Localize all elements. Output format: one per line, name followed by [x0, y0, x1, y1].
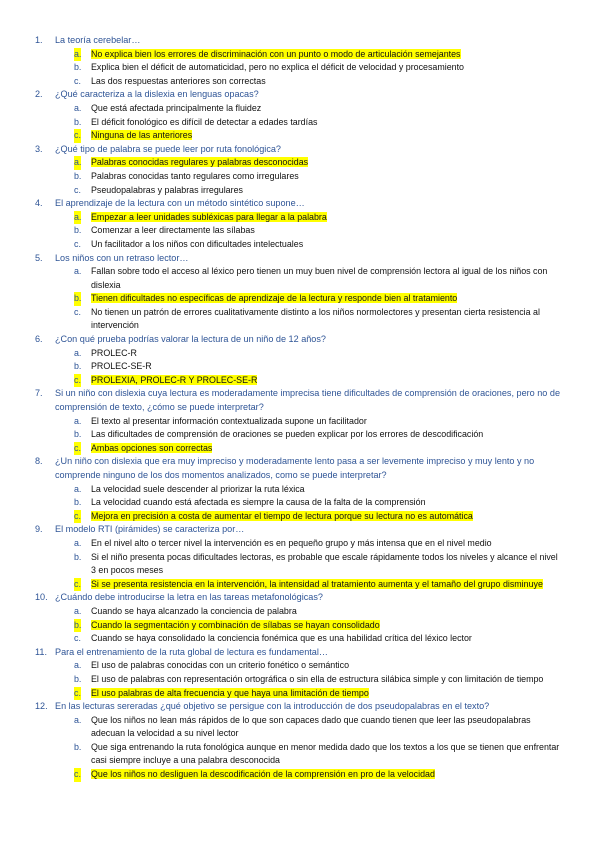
option-letter: a.	[74, 605, 82, 616]
option-letter: c.	[74, 510, 81, 524]
option-text: Las dos respuestas anteriores son correctas	[91, 75, 266, 86]
option-letter: c.	[74, 75, 81, 86]
question-text: ¿Con qué prueba podrías valorar la lectura de un niño de 12 años?	[55, 334, 326, 345]
option-text: Cuando se haya consolidado la conciencia fonémica que es una habilidad crítica del léxico lector	[91, 633, 472, 644]
option-letter: c.	[74, 633, 81, 644]
answer-option	[0, 741, 599, 768]
question-4	[0, 197, 599, 211]
answer-option-highlighted	[0, 687, 599, 701]
question-text: El aprendizaje de la lectura con un método sintético supone…	[55, 198, 305, 209]
option-letter: b.	[74, 551, 82, 562]
option-letter: a.	[74, 483, 82, 494]
option-letter: a.	[74, 48, 81, 62]
option-letter: c.	[74, 184, 81, 195]
question-number: 9.	[35, 524, 43, 535]
answer-option	[0, 170, 599, 184]
option-text: Las dificultades de comprensión de oraciones se pueden explicar por los errores de descodificación	[91, 429, 484, 440]
question-7	[0, 387, 599, 414]
question-number: 10.	[35, 592, 48, 603]
option-letter: b.	[74, 673, 82, 684]
option-letter: c.	[74, 306, 81, 317]
answer-option	[0, 360, 599, 374]
answer-option	[0, 306, 599, 333]
option-letter: b.	[74, 170, 82, 181]
option-letter: a.	[74, 211, 81, 225]
answer-option-highlighted	[0, 211, 599, 225]
answer-option	[0, 632, 599, 646]
question-10	[0, 591, 599, 605]
question-number: 2.	[35, 89, 43, 100]
question-text: ¿Un niño con dislexia que era muy impreciso y moderadamente lento pasa a ser levemente impreciso y muy lento y no comprende ninguno de los dos momentos analizados, como se puede interpretar?	[55, 456, 535, 480]
option-letter: c.	[74, 687, 81, 701]
answer-option	[0, 483, 599, 497]
option-text: En el nivel alto o tercer nivel la intervención es en pequeño grupo y más intensa que en el nivel medio	[91, 537, 492, 548]
answer-option	[0, 415, 599, 429]
option-text: Ninguna de las anteriores	[91, 130, 193, 141]
question-12	[0, 700, 599, 714]
option-letter: a.	[74, 347, 82, 358]
option-text: Que siga entrenando la ruta fonológica aunque en menor medida dado que los textos a los que se tienen que enfrentar casi siempre incluye a una palabra desconocida	[91, 741, 560, 766]
option-text: El uso de palabras conocidas con un criterio fonético o semántico	[91, 660, 350, 671]
answer-option-highlighted	[0, 768, 599, 782]
option-letter: c.	[74, 238, 81, 249]
answer-option	[0, 184, 599, 198]
answer-option	[0, 551, 599, 578]
option-text: Que los niños no lean más rápidos de lo que son capaces dado que cuando tienen que leer las pseudopalabras adecuan la velocidad a su nivel lector	[91, 714, 531, 739]
answer-option	[0, 224, 599, 238]
quiz-document	[0, 34, 599, 782]
question-text: ¿Qué caracteriza a la dislexia en lenguas opacas?	[55, 89, 259, 100]
option-text: Cuando se haya alcanzado la conciencia de palabra	[91, 605, 297, 616]
answer-option	[0, 102, 599, 116]
answer-option	[0, 347, 599, 361]
question-text: El modelo RTI (pirámides) se caracteriza por…	[55, 524, 245, 535]
question-number: 1.	[35, 35, 43, 45]
option-text: El déficit fonológico es difícil de detectar a edades tardías	[91, 116, 318, 127]
option-text: La velocidad suele descender al priorizar la ruta léxica	[91, 483, 305, 494]
answer-option	[0, 428, 599, 442]
option-letter: c.	[74, 442, 81, 456]
question-text: Los niños con un retraso lector…	[55, 252, 189, 263]
answer-option	[0, 116, 599, 130]
option-letter: b.	[74, 292, 81, 306]
answer-option-highlighted	[0, 156, 599, 170]
question-number: 6.	[35, 334, 43, 345]
option-text: Cuando la segmentación y combinación de sílabas se hayan consolidado	[91, 619, 380, 630]
option-letter: c.	[74, 768, 81, 782]
option-text: Que está afectada principalmente la fluidez	[91, 102, 262, 113]
answer-option	[0, 673, 599, 687]
answer-option	[0, 265, 599, 292]
option-text: Comenzar a leer directamente las sílabas	[91, 225, 255, 236]
option-letter: b.	[74, 741, 82, 752]
question-1	[0, 34, 599, 48]
option-letter: a.	[74, 537, 82, 548]
option-letter: a.	[74, 102, 82, 113]
answer-option	[0, 537, 599, 551]
option-text: PROLEC-R	[91, 347, 137, 358]
option-text: El uso de palabras con representación ortográfica o sin ella de estructura silábica simple y con limitación de tiempo	[91, 673, 544, 684]
option-letter: b.	[74, 62, 82, 73]
option-text: El uso palabras de alta frecuencia y que haya una limitación de tiempo	[91, 687, 369, 698]
option-text: El texto al presentar información contextualizada supone un facilitador	[91, 415, 367, 426]
option-letter: c.	[74, 129, 81, 143]
answer-option-highlighted	[0, 129, 599, 143]
option-letter: b.	[74, 361, 82, 372]
option-text: Ambas opciones son correctas	[91, 442, 213, 453]
option-letter: a.	[74, 660, 82, 671]
question-text: Para el entrenamiento de la ruta global de lectura es fundamental…	[55, 646, 328, 657]
option-letter: b.	[74, 429, 82, 440]
answer-option-highlighted	[0, 48, 599, 62]
question-6	[0, 333, 599, 347]
option-text: Si se presenta resistencia en la intervención, la intensidad al tratamiento aumenta y el tamaño del grupo disminuye	[91, 578, 543, 589]
answer-option	[0, 75, 599, 89]
question-number: 5.	[35, 252, 43, 263]
option-text: Si el niño presenta pocas dificultades lectoras, es probable que escale rápidamente todos los niveles y alcance el nivel 3 en pocos meses	[91, 551, 558, 576]
option-text: Pseudopalabras y palabras irregulares	[91, 184, 243, 195]
question-8	[0, 455, 599, 482]
answer-option	[0, 605, 599, 619]
option-text: Tienen dificultades no específicas de aprendizaje de la lectura y responde bien al tratamiento	[91, 293, 458, 304]
question-9	[0, 523, 599, 537]
answer-option-highlighted	[0, 619, 599, 633]
option-text: PROLEXIA, PROLEC-R Y PROLEC-SE-R	[91, 374, 258, 385]
option-text: Explica bien el déficit de automaticidad, pero no explica el déficit de velocidad y procesamiento	[91, 62, 464, 73]
question-5	[0, 252, 599, 266]
answer-option	[0, 659, 599, 673]
option-text: No tienen un patrón de errores cualitativamente distinto a los niños normolectores y presentan cierta resistencia al intervención	[91, 306, 540, 331]
answer-option	[0, 61, 599, 75]
option-letter: c.	[74, 578, 81, 592]
question-number: 4.	[35, 198, 43, 209]
option-text: Mejora en precisión a costa de aumentar el tiempo de lectura porque su lectura no es automática	[91, 510, 473, 521]
question-3	[0, 143, 599, 157]
option-text: Empezar a leer unidades subléxicas para llegar a la palabra	[91, 211, 327, 222]
question-2	[0, 88, 599, 102]
question-number: 8.	[35, 456, 43, 467]
option-letter: b.	[74, 225, 82, 236]
answer-option-highlighted	[0, 578, 599, 592]
question-text: ¿Cuándo debe introducirse la letra en las tareas metafonológicas?	[55, 592, 323, 603]
question-number: 12.	[35, 701, 48, 712]
answer-option-highlighted	[0, 442, 599, 456]
question-text: La teoría cerebelar…	[55, 35, 141, 45]
option-letter: b.	[74, 619, 81, 633]
option-letter: a.	[74, 156, 81, 170]
answer-option-highlighted	[0, 374, 599, 388]
option-text: Un facilitador a los niños con dificultades intelectuales	[91, 238, 304, 249]
question-text: ¿Qué tipo de palabra se puede leer por ruta fonológica?	[55, 143, 281, 154]
option-text: PROLEC-SE-R	[91, 361, 152, 372]
answer-option	[0, 714, 599, 741]
option-text: No explica bien los errores de discriminación con un punto o modo de articulación semejantes	[91, 48, 461, 59]
question-number: 11.	[35, 646, 47, 657]
answer-option	[0, 496, 599, 510]
option-letter: b.	[74, 116, 82, 127]
answer-option-highlighted	[0, 510, 599, 524]
option-letter: c.	[74, 374, 81, 388]
option-text: Fallan sobre todo el acceso al léxico pero tienen un muy buen nivel de comprensión lectora al igual de los niños con dislexia	[91, 266, 548, 290]
option-text: Que los niños no desliguen la descodificación de la comprensión en pro de la velocidad	[91, 769, 435, 780]
option-text: Palabras conocidas regulares y palabras desconocidas	[91, 157, 309, 168]
option-text: La velocidad cuando está afectada es siempre la causa de la falta de la comprensión	[91, 497, 426, 508]
answer-option-highlighted	[0, 292, 599, 306]
option-letter: a.	[74, 266, 82, 277]
question-11	[0, 646, 599, 660]
question-text: En las lecturas sereradas ¿qué objetivo se persigue con la introducción de dos pseudopalabras en el texto?	[55, 701, 490, 712]
answer-option	[0, 238, 599, 252]
option-letter: a.	[74, 714, 82, 725]
option-letter: a.	[74, 415, 82, 426]
question-number: 7.	[35, 388, 43, 399]
question-number: 3.	[35, 143, 43, 154]
question-text: Si un niño con dislexia cuya lectura es moderadamente imprecisa tiene dificultades de comprensión de oraciones, pero no de comprensión de texto, ¿cómo se puede interpretar?	[55, 388, 560, 413]
option-letter: b.	[74, 497, 82, 508]
option-text: Palabras conocidas tanto regulares como irregulares	[91, 170, 299, 181]
